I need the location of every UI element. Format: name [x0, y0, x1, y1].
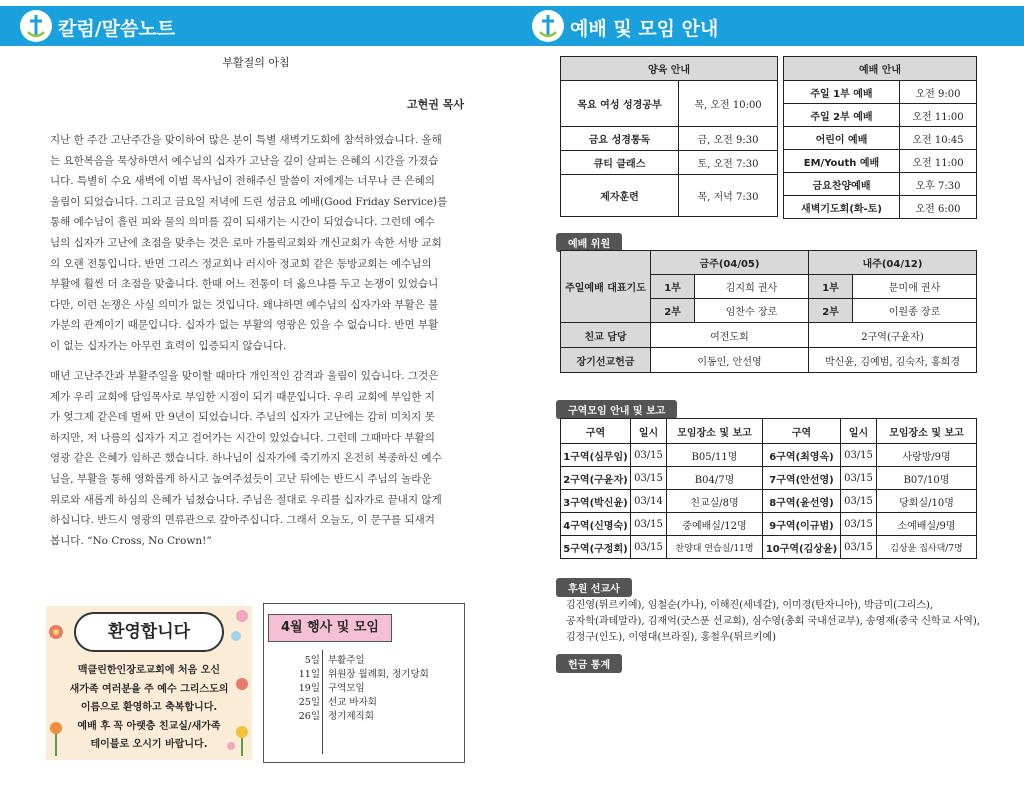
event-item: [284, 652, 464, 666]
event-text: 부활주일: [328, 655, 365, 666]
nurture-name: 목요 여성 성경공부: [561, 81, 679, 127]
church-logo-icon: [20, 10, 52, 42]
rep-prayer-label: 주일예배 대표기도: [561, 251, 651, 323]
nurture-table: [560, 56, 778, 217]
worship-time: 오전 6:00: [900, 196, 977, 219]
text-line: 영광 같은 은혜가 임하곤 했습니다. 하나님이 십자가에 죽기까지 온전히 복종하신 예수: [50, 452, 442, 465]
table-cell: 03/15: [631, 467, 667, 490]
church-logo-icon: [532, 10, 564, 42]
text-line: 제가 우리 교회에 담임목사로 부임한 시점이 되기 때문입니다. 우리 교회에 부임한 지: [50, 390, 435, 403]
table-row: [561, 467, 977, 490]
sermon-author: 고현권 목사: [407, 98, 464, 111]
left-header: [0, 6, 512, 46]
right-header-title: 예배 및 모임 안내: [570, 18, 719, 40]
table-cell: 중예배실/12명: [667, 513, 763, 536]
text-line: 하지만, 저 나름의 십자가 지고 걸어가는 시간이 있었습니다. 그런데 그때마다 부활의: [50, 431, 435, 444]
text-line: 봅니다. “No Cross, No Crown!”: [50, 534, 212, 547]
text-line: 매년 고난주간과 부활주일을 맞이할 때마다 개인적인 감격과 울림이 있습니다. 그것은: [50, 370, 439, 382]
table-cell: 찬양대 연습실/11명: [667, 536, 763, 559]
event-day: 11일: [298, 669, 320, 680]
table-cell: 5구역(구정회): [561, 536, 631, 559]
table-cell: 사랑방/9명: [877, 444, 977, 467]
text-line: 김진영(튀르키예), 임철순(가나), 이해진(세네갈), 이미경(탄자니아), 박금미(그리스),: [566, 600, 934, 611]
right-header: [512, 6, 1024, 46]
left-header-title: 칼럼/말씀노트: [58, 18, 176, 40]
this-week-header: 금주(04/05): [651, 251, 809, 275]
worship-time: 오전 11:00: [900, 104, 977, 127]
worship-name: 주일 1부 예배: [784, 81, 900, 104]
table-cell: 당회실/10명: [877, 490, 977, 513]
service-label: 2부: [809, 299, 853, 323]
welcome-text: [52, 662, 246, 755]
table-row: [561, 490, 977, 513]
table-cell: 2구역(구윤자): [561, 467, 631, 490]
column-header: 모임장소 및 보고: [877, 419, 977, 444]
table-cell: 03/15: [631, 444, 667, 467]
event-item: [284, 708, 464, 722]
text-line: 맥클린한인장로교회에 처음 오신: [77, 665, 221, 676]
text-line: 새가족 여러분을 주 예수 그리스도의: [69, 683, 229, 695]
mission-offering-label: 장기선교헌금: [561, 348, 651, 373]
table-cell: 1구역(심무임): [561, 444, 631, 467]
table-cell: 03/15: [631, 513, 667, 536]
text-line: 위로와 새롭게 하심의 은혜가 넘쳤습니다. 주님은 절대로 우리를 십자가로 끝내지 않게: [50, 493, 442, 506]
column-header: 구역: [561, 419, 631, 444]
table-cell: 3구역(박신윤): [561, 490, 631, 513]
text-line: 가분의 관계이기 때문입니다. 십자가 없는 부활의 영광은 있을 수 없습니다. 반면 부활: [50, 319, 439, 332]
district-table: [560, 418, 977, 559]
table-cell: 김상윤 집사댁/7명: [877, 536, 977, 559]
text-line: 지난 한 주간 고난주간을 맞이하여 많은 분이 특별 새벽기도회에 참석하였습니다. 올해: [50, 134, 442, 146]
text-line: 이 없는 십자가는 아무런 효력이 입증되지 않습니다.: [50, 339, 287, 352]
worship-time: 오전 10:45: [900, 127, 977, 150]
column-header: 일시: [631, 419, 667, 444]
prayer-leader: 문미애 권사: [853, 275, 977, 299]
table-header-row: [561, 419, 977, 444]
table-cell: 소예배실/9명: [877, 513, 977, 536]
worship-name: 금요찬양예배: [784, 173, 900, 196]
table-cell: 친교실/8명: [667, 490, 763, 513]
worship-name: 주일 2부 예배: [784, 104, 900, 127]
event-day: 26일: [298, 711, 320, 722]
sermon-paragraph-2: [50, 366, 462, 551]
table-cell: 7구역(안선영): [763, 467, 841, 490]
sermon-paragraph-1: [50, 130, 462, 357]
table-cell: 03/15: [631, 536, 667, 559]
text-line: 다만, 이런 논쟁은 사실 의미가 없는 것입니다. 왜냐하면 예수님의 십자가와 부활은 불: [50, 298, 439, 311]
sermon-title: 부활절의 아침: [222, 56, 290, 69]
column-header: 모임장소 및 보고: [667, 419, 763, 444]
text-line: 하십니다. 반드시 영광의 면류관으로 갚아주십니다. 그래서 오늘도, 이 문구를 되새겨: [50, 514, 435, 527]
welcome-title: 환영합니다: [74, 612, 224, 652]
event-text: 정기제직회: [328, 711, 374, 722]
text-line: 공자학(과테말라), 김재억(굿스푼 선교회), 심수영(총회 국내선교부), 송영재(중국 신학교 사역),: [566, 616, 980, 627]
nurture-name: 금요 성경통독: [561, 127, 679, 151]
event-item: [284, 666, 464, 680]
event-text: 선교 바자회: [328, 697, 377, 708]
fellowship-label: 친교 담당: [561, 323, 651, 348]
event-day: 25일: [298, 697, 320, 708]
nurture-time: 목, 오전 10:00: [679, 81, 778, 127]
worship-name: EM/Youth 예배: [784, 150, 900, 173]
nurture-name: 제자훈련: [561, 175, 679, 217]
text-line: 통해 예수님이 흘린 피와 물의 의미를 깊이 되새기는 시간이 되었습니다. 그런데 예수: [50, 216, 435, 229]
text-line: 님을, 부활을 통해 영화롭게 하시고 높여주셨듯이 고난 뒤에는 반드시 주님의 놀라운: [50, 472, 432, 485]
offering-stats-tag: 헌금 통계: [556, 654, 622, 673]
worship-table: [783, 56, 977, 219]
text-line: 는 요한복음을 묵상하면서 예수님의 십자가 고난을 깊이 살피는 은혜의 시간을 가졌습: [50, 154, 439, 167]
text-line: 가 엊그제 같은데 벌써 만 9년이 되었습니다. 주님의 십자가 고난에는 감히 미치지 못: [50, 411, 435, 424]
district-tag: 구역모임 안내 및 보고: [556, 400, 677, 419]
prayer-leader: 임찬수 장로: [695, 299, 809, 323]
text-line: 부활에 훨씬 더 초점을 맞춥니다. 한때 어느 전통이 더 옳으냐를 두고 논쟁이 있었습니: [50, 278, 439, 291]
table-row: [561, 536, 977, 559]
mission-offering-next-week: 박신윤, 김예범, 김숙자, 홍희경: [809, 348, 977, 373]
table-cell: B04/7명: [667, 467, 763, 490]
text-line: 니다. 특별히 수요 새벽에 이범 목사님이 전해주신 말씀이 저에게는 너무나 큰 은혜의: [50, 175, 435, 188]
table-cell: 03/15: [841, 536, 877, 559]
table-cell: B07/10명: [877, 467, 977, 490]
text-line: 의 오랜 전통입니다. 반면 그리스 정교회나 러시아 정교회 같은 동방교회는 예수님의: [50, 257, 432, 270]
events-title: 4월 행사 및 모임: [268, 614, 392, 642]
worship-title: 예배 안내: [784, 57, 977, 81]
table-cell: 6구역(최영옥): [763, 444, 841, 467]
event-item: [284, 680, 464, 694]
table-cell: 03/15: [841, 513, 877, 536]
event-text: 위원장 월례회, 정기당회: [328, 669, 429, 680]
committee-tag: 예배 위원: [556, 233, 622, 252]
worship-time: 오후 7:30: [900, 173, 977, 196]
welcome-card: [46, 606, 252, 760]
text-line: 울림이 되었습니다. 그리고 금요일 저녁에 드린 성금요 예배(Good Friday Service)를: [50, 195, 448, 208]
missionaries-tag: 후원 선교사: [556, 578, 632, 597]
table-cell: 4구역(신명숙): [561, 513, 631, 536]
text-line: 김정구(인도), 이영대(브라질), 홍철우(튀르키예): [566, 632, 777, 643]
worship-name: 어린이 예배: [784, 127, 900, 150]
worship-time: 오전 11:00: [900, 150, 977, 173]
table-cell: 03/15: [841, 490, 877, 513]
next-week-header: 내주(04/12): [809, 251, 977, 275]
text-line: 테이블로 오시기 바랍니다.: [90, 739, 208, 750]
table-row: [561, 513, 977, 536]
fellowship-next-week: 2구역(구윤자): [809, 323, 977, 348]
event-item: [284, 694, 464, 708]
worship-name: 새벽기도회(화-토): [784, 196, 900, 219]
table-cell: B05/11명: [667, 444, 763, 467]
table-cell: 10구역(김상윤): [763, 536, 841, 559]
table-cell: 8구역(윤선영): [763, 490, 841, 513]
table-cell: 03/14: [631, 490, 667, 513]
table-cell: 9구역(이규범): [763, 513, 841, 536]
event-text: 구역모임: [328, 683, 365, 694]
nurture-time: 금, 오전 9:30: [679, 127, 778, 151]
table-cell: 03/15: [841, 467, 877, 490]
table-row: [561, 444, 977, 467]
prayer-leader: 이원종 장로: [853, 299, 977, 323]
missionaries-list: [566, 598, 982, 646]
text-line: 예배 후 꼭 아랫층 친교실/새가족: [77, 720, 221, 732]
service-label: 1부: [651, 275, 695, 299]
service-label: 2부: [651, 299, 695, 323]
nurture-time: 목, 저녁 7:30: [679, 175, 778, 217]
prayer-leader: 김지희 권사: [695, 275, 809, 299]
column-header: 일시: [841, 419, 877, 444]
event-day: 5일: [304, 655, 320, 666]
text-line: 이름으로 환영하고 축복합니다.: [80, 702, 218, 713]
worship-time: 오전 9:00: [900, 81, 977, 104]
mission-offering-this-week: 이동인, 안선영: [651, 348, 809, 373]
nurture-title: 양육 안내: [561, 57, 778, 81]
fellowship-this-week: 여전도회: [651, 323, 809, 348]
text-line: 님의 십자가 고난에 초점을 맞추는 것은 로마 가톨릭교회와 개신교회가 속한 서방 교회: [50, 236, 442, 249]
service-label: 1부: [809, 275, 853, 299]
column-header: 구역: [763, 419, 841, 444]
event-day: 19일: [298, 683, 320, 694]
table-cell: 03/15: [841, 444, 877, 467]
committee-table: [560, 250, 977, 373]
nurture-time: 토, 오전 7:30: [679, 151, 778, 175]
nurture-name: 큐티 클래스: [561, 151, 679, 175]
april-events-box: [263, 603, 465, 763]
